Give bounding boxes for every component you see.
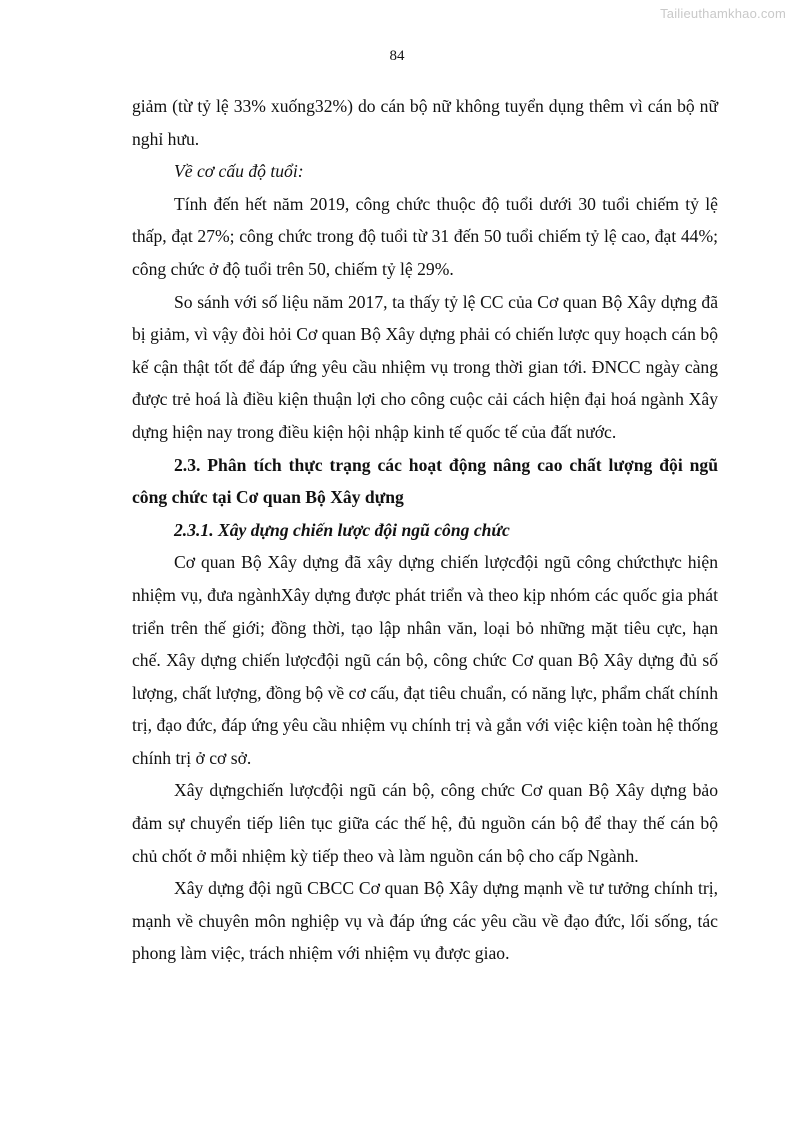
paragraph-continuation: giảm (từ tỷ lệ 33% xuống32%) do cán bộ nữ không tuyển dụng thêm vì cán bộ nữ nghỉ hưu.	[132, 96, 718, 149]
page-number: 84	[389, 48, 405, 64]
paragraph-cbcc-strength: Xây dựng đội ngũ CBCC Cơ quan Bộ Xây dựng mạnh về tư tưởng chính trị, mạnh về chuyên môn nghiệp vụ và đáp ứng các yêu cầu về đạo đức, lối sống, tác phong làm việc, trách nhiệm với nhiệm vụ được giao.	[132, 878, 718, 964]
section-label-age-structure: Về cơ cấu độ tuổi:	[174, 161, 304, 182]
paragraph-succession: Xây dựngchiến lượcđội ngũ cán bộ, công chức Cơ quan Bộ Xây dựng bảo đảm sự chuyển tiếp liên tục giữa các thế hệ, đủ nguồn cán bộ để thay thế cán bộ chủ chốt ở mỗi nhiệm kỳ tiếp theo và làm nguồn cán bộ cho cấp Ngành.	[132, 780, 718, 866]
paragraph-comparison-2017: So sánh với số liệu năm 2017, ta thấy tỷ lệ CC của Cơ quan Bộ Xây dựng đã bị giảm, vì vậy đòi hỏi Cơ quan Bộ Xây dựng phải có chiến lược quy hoạch cán bộ kế cận thật tốt để đáp ứng yêu cầu nhiệm vụ trong thời gian tới. ĐNCC ngày càng được trẻ hoá là điều kiện thuận lợi cho công cuộc cải cách hiện đại hoá ngành Xây dựng hiện nay trong điều kiện hội nhập kinh tế quốc tế của đất nước.	[132, 291, 718, 442]
watermark: Tailieuthamkhao.com	[660, 6, 786, 21]
heading-2-3: 2.3. Phân tích thực trạng các hoạt động nâng cao chất lượng đội ngũ công chức tại Cơ quan Bộ Xây dựng	[132, 454, 718, 508]
paragraph-strategy: Cơ quan Bộ Xây dựng đã xây dựng chiến lượcđội ngũ công chứcthực hiện nhiệm vụ, đưa ngànhXây dựng được phát triển và theo kịp nhóm các quốc gia phát triển trên thế giới; đồng thời, tạo lập nhân văn, loại bỏ những mặt tiêu cực, hạn chế. Xây dựng chiến lượcđội ngũ cán bộ, công chức Cơ quan Bộ Xây dựng đủ số lượng, chất lượng, đồng bộ về cơ cấu, đạt tiêu chuẩn, có năng lực, phẩm chất chính trị, đạo đức, đáp ứng yêu cầu nhiệm vụ chính trị và gắn với việc kiện toàn hệ thống chính trị ở cơ sở.	[132, 552, 718, 768]
heading-2-3-1: 2.3.1. Xây dựng chiến lược đội ngũ công chức	[174, 519, 510, 540]
paragraph-age-statistics: Tính đến hết năm 2019, công chức thuộc độ tuổi dưới 30 tuổi chiếm tỷ lệ thấp, đạt 27%; công chức trong độ tuổi từ 31 đến 50 tuổi chiếm tỷ lệ cao, đạt 44%; công chức ở độ tuổi trên 50, chiếm tỷ lệ 29%.	[132, 193, 718, 279]
document-body	[132, 90, 718, 970]
